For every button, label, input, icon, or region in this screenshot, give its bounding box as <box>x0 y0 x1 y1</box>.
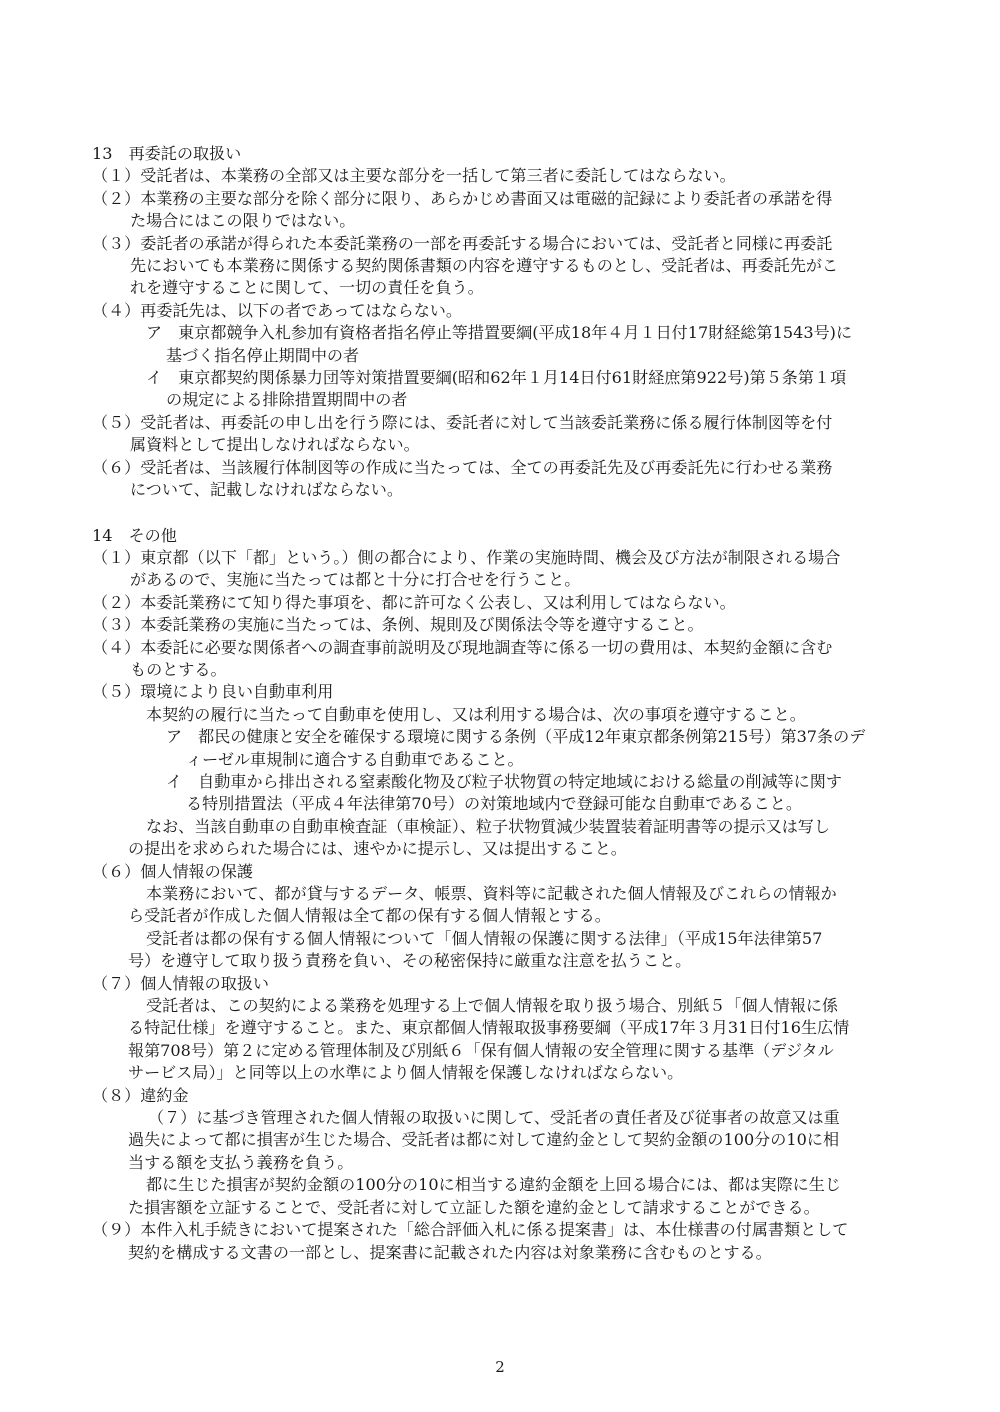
text-line: （３）本委託業務の実施に当たっては、条例、規則及び関係法令等を遵守すること。 <box>92 615 704 635</box>
text-line: 受託者は都の保有する個人情報について「個人情報の保護に関する法律」（平成15年法律第57 <box>146 928 823 948</box>
section-heading: 14 その他 <box>92 525 177 545</box>
text-line: る特別措置法（平成４年法律第70号）の対策地域内で登録可能な自動車であること。 <box>186 794 802 814</box>
text-line: 報第708号）第２に定める管理体制及び別紙６「保有個人情報の安全管理に関する基準（デジタル <box>128 1040 834 1060</box>
text-line: ア 東京都競争入札参加有資格者指名停止等措置要綱(平成18年４月１日付17財経総第1543号)に <box>146 323 853 343</box>
text-line: れを遵守することに関して、一切の責任を負う。 <box>130 278 484 298</box>
section-heading: 13 再委託の取扱い <box>92 144 242 163</box>
text-line: （８）違約金 <box>92 1085 189 1105</box>
text-line: （４）再委託先は、以下の者であってはならない。 <box>92 300 462 320</box>
text-line: （７）個人情報の取扱い <box>92 973 270 993</box>
text-line: について、記載しなければならない。 <box>130 480 403 500</box>
text-line: （６）受託者は、当該履行体制図等の作成に当たっては、全ての再委託先及び再委託先に行わせる業務 <box>92 457 833 477</box>
text-line: 基づく指名停止期間中の者 <box>166 345 360 365</box>
text-line: ものとする。 <box>130 659 227 679</box>
page-number: 2 <box>495 1358 505 1376</box>
text-line: 当する額を支払う義務を負う。 <box>128 1152 354 1172</box>
text-line: （３）委託者の承諾が得られた本委託業務の一部を再委託する場合においては、受託者と同様に再委託 <box>92 233 833 253</box>
section-13 <box>92 143 914 502</box>
text-line: （４）本委託に必要な関係者への調査事前説明及び現地調査等に係る一切の費用は、本契約金額に含む <box>92 637 833 657</box>
text-line: 都に生じた損害が契約金額の100分の10に相当する違約金額を上回る場合には、都は実際に生じ <box>146 1175 841 1195</box>
text-line: サービス局）」と同等以上の水準により個人情報を保護しなければならない。 <box>128 1063 684 1083</box>
text-line: 先においても本業務に関係する契約関係書類の内容を遵守するものとし、受託者は、再委託先がこ <box>130 256 839 276</box>
section-lines <box>92 165 914 501</box>
text-line: た損害額を立証することで、受託者に対して立証した額を違約金として請求することができる。 <box>128 1197 820 1217</box>
text-line: があるので、実施に当たっては都と十分に打合せを行うこと。 <box>130 570 581 590</box>
text-line: 属資料として提出しなければならない。 <box>130 435 420 455</box>
text-line: なお、当該自動車の自動車検査証（車検証）、粒子状物質減少装置装着証明書等の提示又は写し <box>146 816 830 836</box>
text-line: 本契約の履行に当たって自動車を使用し、又は利用する場合は、次の事項を遵守すること。 <box>146 704 806 724</box>
text-line: る特記仕様」を遵守すること。また、東京都個人情報取扱事務要綱（平成17年３月31日付16生広情 <box>128 1018 850 1038</box>
text-line: （２）本委託業務にて知り得た事項を、都に許可なく公表し、又は利用してはならない。 <box>92 592 736 612</box>
text-line: た場合にはこの限りではない。 <box>130 211 356 231</box>
text-line: ィーゼル車規制に適合する自動車であること。 <box>186 749 524 769</box>
section-14 <box>92 525 914 1264</box>
text-line: の提出を求められた場合には、速やかに提示し、又は提出すること。 <box>128 839 627 859</box>
section-lines <box>92 547 914 1264</box>
text-line: 契約を構成する文書の一部とし、提案書に記載された内容は対象業務に含むものとする。 <box>128 1242 772 1262</box>
text-line: （９）本件入札手続きにおいて提案された「総合評価入札に係る提案書」は、本仕様書の付属書類として <box>92 1220 849 1240</box>
text-line: 受託者は、この契約による業務を処理する上で個人情報を取り扱う場合、別紙５「個人情報に係 <box>146 996 839 1016</box>
text-line: ら受託者が作成した個人情報は全て都の保有する個人情報とする。 <box>128 906 611 926</box>
text-line: の規定による排除措置期間中の者 <box>166 390 408 410</box>
text-line: ア 都民の健康と安全を確保する環境に関する条例（平成12年東京都条例第215号）第37条のデ <box>166 727 866 747</box>
text-line: （５）受託者は、再委託の申し出を行う際には、委託者に対して当該委託業務に係る履行体制図等を付 <box>92 412 833 432</box>
document-body <box>92 143 914 1264</box>
text-line: 号）を遵守して取り扱う責務を負い、その秘密保持に厳重な注意を払うこと。 <box>128 951 692 971</box>
text-line: 本業務において、都が貸与するデータ、帳票、資料等に記載された個人情報及びこれらの情報か <box>146 884 837 903</box>
text-line: イ 自動車から排出される窒素酸化物及び粒子状物質の特定地域における総量の削減等に関す <box>166 771 842 791</box>
text-line: （５）環境により良い自動車利用 <box>92 682 334 702</box>
text-line: （７）に基づき管理された個人情報の取扱いに関して、受託者の責任者及び従事者の故意又は重 <box>148 1108 840 1128</box>
text-line: （６）個人情報の保護 <box>92 861 253 881</box>
text-line: （２）本業務の主要な部分を除く部分に限り、あらかじめ書面又は電磁的記録により委託者の承諾を得 <box>92 188 833 208</box>
text-line: イ 東京都契約関係暴力団等対策措置要綱(昭和62年１月14日付61財経庶第922号)第５条第１項 <box>146 368 847 388</box>
text-line: （１）受託者は、本業務の全部又は主要な部分を一括して第三者に委託してはならない。 <box>92 166 736 186</box>
text-line: 過失によって都に損害が生じた場合、受託者は都に対して違約金として契約金額の100分の10に相 <box>128 1130 840 1150</box>
text-line: （１）東京都（以下「都」という。）側の都合により、作業の実施時間、機会及び方法が制限される場合 <box>92 547 841 567</box>
